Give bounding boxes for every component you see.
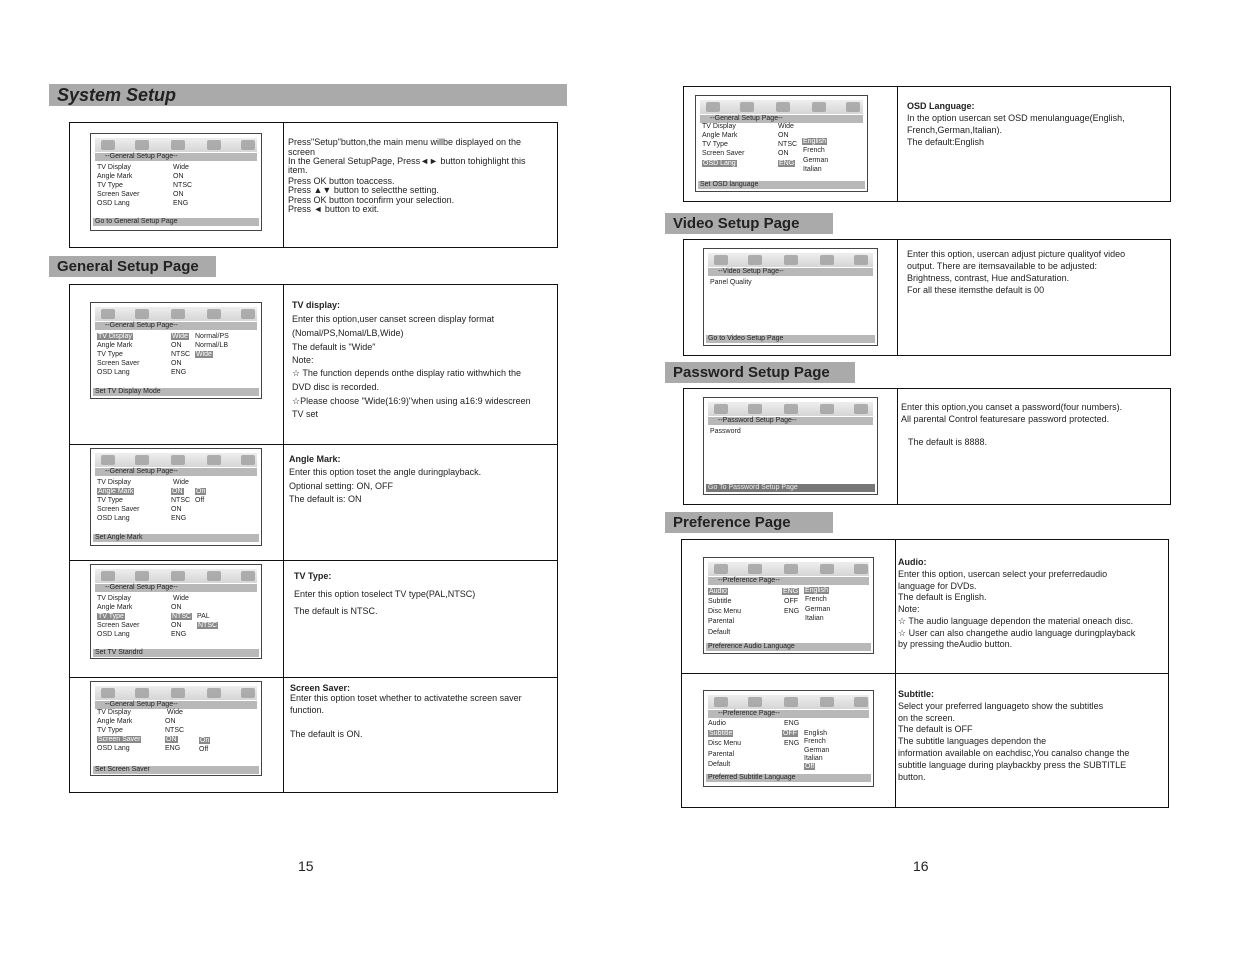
text-line: information available on eachdisc,You canalso change the — [898, 748, 1130, 758]
screen-menu-item: Wide — [173, 595, 189, 602]
screen-footer: Set Angle Mark — [93, 534, 259, 542]
text-line: Press OK button toaccess. — [288, 176, 395, 186]
text-line: Subtitle: — [898, 689, 934, 699]
screen-menu-item — [97, 488, 134, 496]
menu-icon — [854, 404, 868, 414]
text-line: The default is NTSC. — [294, 606, 378, 616]
divider — [897, 240, 898, 355]
menu-icon — [820, 564, 834, 574]
general-setup-screen — [90, 133, 262, 231]
screen-menu-item: Angle Mark — [97, 718, 133, 725]
text-line: Note: — [292, 355, 314, 365]
divider — [897, 87, 898, 201]
text-line: output. There are itemsavailable to be adjusted: — [907, 261, 1097, 271]
text-line: Select your preferred languageto show the subtitles — [898, 701, 1104, 711]
screen-menu-item: ENG — [171, 515, 187, 522]
menu-icon — [784, 255, 798, 265]
text-line: Press OK button toconfirm your selection. — [288, 195, 455, 205]
divider — [283, 123, 284, 247]
screen-menu-item: French — [804, 738, 826, 745]
screen-menu-item: Angle Mark — [97, 604, 133, 611]
menu-icon — [748, 564, 762, 574]
menu-icon — [740, 102, 754, 112]
menu-icon — [135, 140, 149, 150]
text-line: subtitle language during playbackby press the SUBTITLE — [898, 760, 1127, 770]
screen-menu-item: PAL — [197, 613, 210, 620]
screen-menu-item: Parental — [708, 751, 735, 758]
highlighted-item: Subtitle — [709, 730, 733, 737]
text-line: Press ◄ button to exit. — [288, 204, 379, 214]
screen-menu-item: TV Display — [97, 479, 131, 486]
text-line: on the screen. — [898, 713, 956, 723]
text-line: button. — [898, 772, 926, 782]
highlighted-item: NTSC — [172, 613, 192, 620]
text-line: Enter this option toset whether to activatethe screen saver — [290, 693, 522, 703]
screen-menu-item: ENG — [171, 631, 187, 638]
banner-label: Video Setup Page — [673, 215, 800, 232]
divider — [283, 285, 284, 792]
menu-icon — [207, 455, 221, 465]
menu-icon — [714, 564, 728, 574]
highlighted-item: On — [196, 488, 206, 495]
screen-menu-item: Disc Menu — [708, 740, 742, 747]
screen-menu-item: TV Display — [97, 595, 131, 602]
screen-footer: Preferred Subtitle Language — [706, 774, 871, 782]
screen-title: --General Setup Page-- — [95, 584, 257, 592]
text-line: In the option usercan set OSD menulanguage(English, — [907, 113, 1125, 123]
screen-menu-item: French — [805, 596, 827, 603]
menu-icon — [854, 564, 868, 574]
text-line: DVD disc is recorded. — [292, 382, 380, 392]
video-setup-screen — [703, 248, 878, 346]
screen-menu-item — [97, 613, 125, 621]
screen-menu-item — [778, 160, 795, 168]
menu-icon — [207, 688, 221, 698]
menu-icon — [171, 455, 185, 465]
text-line: Note: — [898, 604, 920, 614]
text-line: All parental Control featuresare password protected. — [901, 414, 1110, 424]
text-line: ☆ The audio language dependon the material oneach disc. — [898, 616, 1134, 626]
highlighted-item: Wide — [172, 333, 188, 340]
text-line: Press ▲▼ button to selectthe setting. — [288, 185, 439, 195]
page-number-15: 15 — [298, 858, 314, 874]
text-line: Enter this option, usercan select your preferredaudio — [898, 569, 1108, 579]
menu-icons — [95, 686, 257, 700]
text-line: ☆ User can also changethe audio language duringplayback — [898, 628, 1136, 638]
menu-icon — [135, 571, 149, 581]
screen-menu-item: German — [805, 606, 831, 613]
divider — [70, 444, 557, 445]
menu-icon — [171, 309, 185, 319]
screen-menu-item: TV Display — [97, 709, 131, 716]
screen-menu-item: ON — [171, 622, 182, 629]
screen-menu-item: ENG — [784, 720, 800, 727]
menu-icon — [784, 697, 798, 707]
screen-menu-item: TV Type — [97, 497, 123, 504]
screen-menu-item: Angle Mark — [702, 132, 738, 139]
text-line: TV set — [292, 409, 319, 419]
screen-footer: Set Screen Saver — [93, 766, 259, 774]
screen-footer: Go to Video Setup Page — [706, 335, 875, 343]
menu-icon — [820, 255, 834, 265]
text-line: Brightness, contrast, Hue andSaturation. — [907, 273, 1070, 283]
highlighted-item: ENG — [783, 588, 799, 595]
screen-menu-item: Wide — [173, 164, 189, 171]
screen-menu-item: ON — [778, 150, 789, 157]
screen-menu-item: Angle Mark — [97, 173, 133, 180]
highlighted-item: English — [803, 138, 826, 145]
angle-mark-screen — [90, 448, 262, 546]
menu-icon — [776, 102, 790, 112]
general-setup-banner — [49, 256, 216, 277]
screen-menu-item — [782, 730, 798, 738]
banner-label: Preference Page — [673, 514, 791, 531]
menu-icon — [241, 309, 255, 319]
menu-icon — [101, 140, 115, 150]
screen-menu-item: ON — [171, 604, 182, 611]
menu-icons — [95, 307, 257, 321]
screen-menu-item — [197, 622, 218, 630]
text-line: The default is "Wide" — [292, 342, 376, 352]
screen-menu-item: NTSC — [171, 497, 191, 504]
screen-menu-item — [708, 730, 733, 738]
text-line: by pressing theAudio button. — [898, 639, 1013, 649]
screen-footer: Set TV Display Mode — [93, 388, 259, 396]
screen-menu-item: ENG — [171, 369, 187, 376]
menu-icon — [784, 404, 798, 414]
menu-icon — [101, 455, 115, 465]
text-line: item. — [288, 165, 308, 175]
screen-menu-item: Disc Menu — [708, 608, 742, 615]
tv-display-screen — [90, 302, 262, 399]
text-line: screen — [288, 147, 316, 157]
menu-icon — [207, 571, 221, 581]
highlighted-item: Angle Mark — [98, 488, 134, 495]
screen-menu-item — [708, 588, 728, 596]
screen-footer: Set TV Standrd — [93, 649, 259, 657]
screen-title: --General Setup Page-- — [95, 153, 257, 161]
screen-title: --Preference Page-- — [708, 710, 869, 718]
menu-icons — [700, 100, 863, 114]
screen-menu-item: Subtitle — [708, 598, 732, 605]
video-setup-banner — [665, 213, 833, 234]
screen-footer: Go to General Setup Page — [93, 218, 259, 226]
text-line: The default is: ON — [289, 494, 362, 504]
menu-icon — [812, 102, 826, 112]
screen-footer: Preference Audio Language — [706, 643, 871, 651]
screen-menu-item: English — [804, 730, 827, 737]
screen-footer: Set OSD language — [698, 181, 865, 189]
menu-icon — [135, 455, 149, 465]
text-line: The default is ON. — [290, 729, 363, 739]
screen-menu-item: Password — [710, 428, 741, 435]
text-line: For all these itemsthe default is 00 — [907, 285, 1045, 295]
divider — [897, 389, 898, 504]
highlighted-item: Wide — [196, 351, 212, 358]
screen-menu-item: Default — [708, 629, 731, 636]
menu-icon — [846, 102, 860, 112]
text-line: Press"Setup"button,the main menu willbe displayed on the — [288, 137, 522, 147]
password-setup-screen — [703, 397, 878, 495]
screen-menu-item: OSD Lang — [97, 200, 130, 207]
menu-icon — [135, 309, 149, 319]
menu-icon — [748, 255, 762, 265]
screen-menu-item: ON — [171, 342, 182, 349]
menu-icon — [171, 140, 185, 150]
screen-menu-item: Normal/PS — [195, 333, 229, 340]
screen-menu-item: NTSC — [171, 351, 191, 358]
screen-menu-item: ON — [173, 191, 184, 198]
screen-menu-item: Angle Mark — [97, 342, 133, 349]
screen-menu-item — [171, 613, 192, 621]
screen-menu-item: Italian — [803, 166, 822, 173]
screen-menu-item: ENG — [173, 200, 189, 207]
screen-menu-item: Default — [708, 761, 731, 768]
text-line: TV Type: — [294, 571, 332, 581]
screen-menu-item: TV Type — [97, 182, 123, 189]
text-line: OSD Language: — [907, 101, 975, 111]
menu-icon — [101, 688, 115, 698]
text-line: Angle Mark: — [289, 454, 341, 464]
text-line: ☆Please choose "Wide(16:9)"when using a16:9 widescreen — [292, 396, 531, 406]
screen-menu-item: Wide — [173, 479, 189, 486]
screen-menu-item: ON — [778, 132, 789, 139]
menu-icon — [241, 688, 255, 698]
screen-menu-item — [702, 160, 737, 168]
screen-menu-item: TV Display — [97, 164, 131, 171]
highlighted-item: NTSC — [198, 622, 218, 629]
screen-title: --General Setup Page-- — [95, 701, 257, 709]
screen-title: --Password Setup Page-- — [708, 417, 873, 425]
screen-menu-item: OSD Lang — [97, 515, 130, 522]
menu-icon — [101, 309, 115, 319]
highlighted-item: English — [805, 587, 828, 594]
screen-menu-item: Wide — [778, 123, 794, 130]
screen-menu-item: ON — [171, 360, 182, 367]
text-line: Enter this option, usercan adjust picture qualityof video — [907, 249, 1126, 259]
menu-icon — [241, 140, 255, 150]
menu-icon — [171, 571, 185, 581]
screen-menu-item — [802, 138, 827, 146]
divider — [70, 560, 557, 561]
screen-menu-item: Off — [199, 746, 209, 753]
text-line: Enter this option,user canset screen display format — [292, 314, 495, 324]
menu-icon — [171, 688, 185, 698]
text-line: ☆ The function depends onthe display ratio withwhich the — [292, 368, 522, 378]
divider — [682, 673, 1168, 674]
screen-menu-item: NTSC — [165, 727, 185, 734]
screen-menu-item: Screen Saver — [97, 622, 140, 629]
text-line: Optional setting: ON, OFF — [289, 481, 394, 491]
highlighted-item: TV Type — [98, 613, 124, 620]
highlighted-item: ON — [166, 736, 177, 743]
text-line: The default is English. — [898, 592, 987, 602]
menu-icon — [748, 404, 762, 414]
screen-menu-item — [804, 763, 815, 771]
screen-menu-item: Screen Saver — [97, 191, 140, 198]
screen-title: --Preference Page-- — [708, 577, 869, 585]
text-line: language for DVDs. — [898, 581, 977, 591]
text-line: Audio: — [898, 557, 927, 567]
highlighted-item: TV Display — [98, 333, 132, 340]
system-setup-title: System Setup — [57, 85, 177, 105]
menu-icon — [714, 404, 728, 414]
menu-icon — [101, 571, 115, 581]
text-line: The default is 8888. — [908, 437, 988, 447]
screen-menu-item — [171, 488, 184, 496]
screen-menu-item: Italian — [805, 615, 824, 622]
text-line: Enter this option toselect TV type(PAL,NTSC) — [294, 589, 476, 599]
highlighted-item: Audio — [709, 588, 727, 595]
screen-menu-item — [97, 736, 141, 744]
menu-icon — [706, 102, 720, 112]
screen-menu-item — [804, 587, 829, 595]
screen-menu-item: OSD Lang — [97, 745, 130, 752]
highlighted-item: OSD Lang — [703, 160, 736, 167]
screen-menu-item: ON — [173, 173, 184, 180]
screen-menu-item: TV Type — [97, 727, 123, 734]
menu-icon — [820, 697, 834, 707]
text-line: Screen Saver: — [290, 683, 351, 693]
divider — [70, 677, 557, 678]
screen-menu-item: Normal/LB — [195, 342, 229, 349]
menu-icons — [708, 695, 869, 709]
highlighted-item: On — [200, 737, 210, 744]
screen-menu-item: Italian — [804, 755, 823, 762]
highlighted-item: Off — [805, 763, 815, 770]
menu-icons — [95, 453, 257, 467]
screen-menu-item: OFF — [784, 598, 798, 605]
menu-icon — [207, 309, 221, 319]
screen-menu-item — [171, 333, 189, 341]
screen-menu-item — [195, 351, 213, 359]
page-number-16: 16 — [913, 858, 929, 874]
screen-menu-item: TV Type — [97, 351, 123, 358]
menu-icons — [95, 138, 257, 152]
screen-menu-item — [195, 488, 206, 496]
screen-menu-item: NTSC — [173, 182, 193, 189]
menu-icon — [241, 455, 255, 465]
screen-menu-item — [97, 333, 133, 341]
highlighted-item: ON — [172, 488, 183, 495]
screen-menu-item: Off — [195, 497, 205, 504]
menu-icon — [854, 255, 868, 265]
screen-menu-item: Wide — [167, 709, 183, 716]
screen-title: --Video Setup Page-- — [708, 268, 873, 276]
screen-menu-item: ENG — [784, 740, 800, 747]
screen-menu-item: ON — [165, 718, 176, 725]
menu-icon — [820, 404, 834, 414]
text-line: (Nomal/PS,Nomal/LB,Wide) — [292, 328, 404, 338]
menu-icon — [784, 564, 798, 574]
menu-icon — [748, 697, 762, 707]
banner-label: Password Setup Page — [673, 364, 830, 381]
screen-menu-item: ENG — [165, 745, 181, 752]
screen-title: --General Setup Page-- — [95, 322, 257, 330]
preference-page-banner — [665, 512, 833, 533]
osd-language-screen — [695, 95, 868, 192]
highlighted-item: ENG — [779, 160, 795, 167]
text-line: TV display: — [292, 300, 341, 310]
tv-type-screen — [90, 564, 262, 659]
menu-icon — [241, 571, 255, 581]
menu-icons — [708, 253, 873, 267]
screen-menu-item: OSD Lang — [97, 369, 130, 376]
menu-icon — [714, 255, 728, 265]
menu-icon — [135, 688, 149, 698]
screen-menu-item: Screen Saver — [97, 506, 140, 513]
screen-title: --General Setup Page-- — [700, 115, 863, 123]
menu-icons — [708, 562, 869, 576]
screen-menu-item — [199, 737, 210, 745]
text-line: The default:English — [907, 137, 985, 147]
screen-menu-item: Screen Saver — [97, 360, 140, 367]
highlighted-item: OFF — [783, 730, 797, 737]
screen-saver-screen — [90, 681, 262, 776]
screen-menu-item: OSD Lang — [97, 631, 130, 638]
system-setup-banner — [49, 84, 567, 106]
text-line: Enter this option,you canset a password(four numbers). — [901, 402, 1123, 412]
screen-title: --General Setup Page-- — [95, 468, 257, 476]
screen-menu-item: German — [804, 747, 830, 754]
menu-icons — [708, 402, 873, 416]
screen-menu-item: NTSC — [778, 141, 798, 148]
highlighted-item: Screen Saver — [98, 736, 141, 743]
screen-menu-item: French — [803, 147, 825, 154]
text-line: French,German,Italian). — [907, 125, 1003, 135]
menu-icon — [714, 697, 728, 707]
screen-menu-item: ENG — [784, 608, 800, 615]
screen-menu-item — [165, 736, 178, 744]
subtitle-screen — [703, 690, 874, 787]
text-line: The subtitle languages dependon the — [898, 736, 1047, 746]
screen-menu-item: TV Type — [702, 141, 728, 148]
text-line: The default is OFF — [898, 724, 973, 734]
screen-menu-item: Parental — [708, 618, 735, 625]
screen-menu-item: TV Display — [702, 123, 736, 130]
menu-icon — [854, 697, 868, 707]
banner-label: General Setup Page — [57, 258, 199, 275]
screen-menu-item: ON — [171, 506, 182, 513]
audio-screen — [703, 557, 874, 654]
screen-footer: Go To Password Setup Page — [706, 484, 875, 492]
screen-menu-item — [782, 588, 799, 596]
text-line: In the General SetupPage, Press◄► button tohighlight this — [288, 156, 526, 166]
screen-menu-item: German — [803, 157, 829, 164]
text-line: Enter this option toset the angle duringplayback. — [289, 467, 482, 477]
screen-menu-item: Panel Quality — [710, 279, 752, 286]
screen-menu-item: Screen Saver — [702, 150, 745, 157]
screen-menu-item: Audio — [708, 720, 726, 727]
text-line: function. — [290, 705, 325, 715]
password-setup-banner — [665, 362, 855, 383]
menu-icon — [207, 140, 221, 150]
menu-icons — [95, 569, 257, 583]
